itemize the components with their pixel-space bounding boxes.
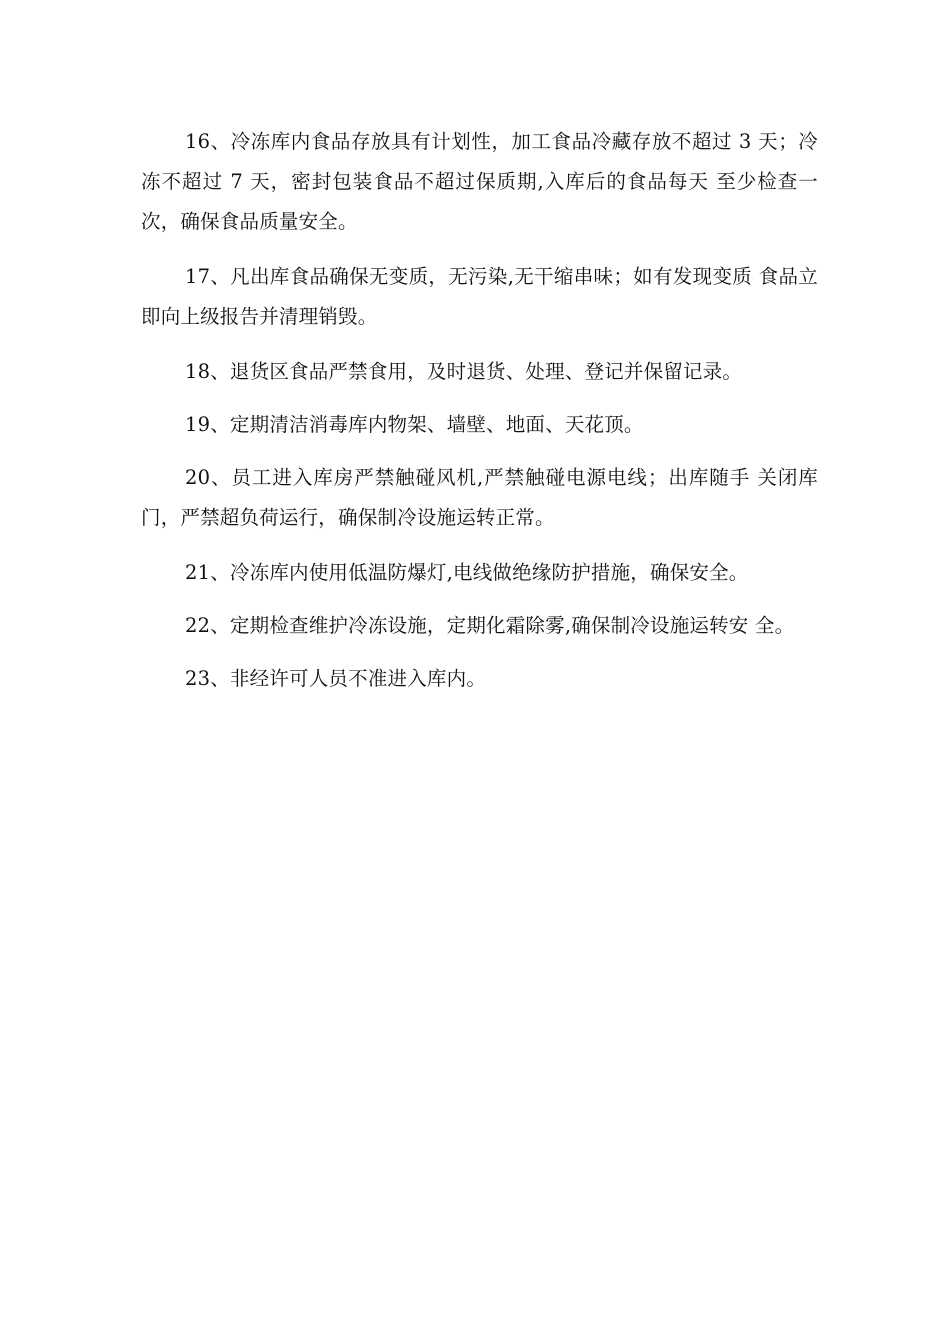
paragraph-16: 16、冷冻库内食品存放具有计划性，加工食品冷藏存放不超过 3 天；冷冻不超过 7 天，密封包装食品不超过保质期,入库后的食品每天 至少检查一次，确保食品质量安全。	[141, 130, 818, 233]
paragraph-22: 22、定期检查维护冷冻设施，定期化霜除雾,确保制冷设施运转安 全。	[185, 614, 795, 637]
paragraph-20: 20、员工进入库房严禁触碰风机,严禁触碰电源电线；出库随手 关闭库门，严禁超负荷运行，确保制冷设施运转正常。	[141, 466, 818, 529]
document-body	[141, 122, 818, 712]
paragraph-18: 18、退货区食品严禁食用，及时退货、处理、登记并保留记录。	[185, 360, 743, 383]
paragraph-17: 17、凡出库食品确保无变质，无污染,无干缩串味；如有发现变质 食品立即向上级报告并清理销毁。	[141, 265, 818, 328]
paragraph-21: 21、冷冻库内使用低温防爆灯,电线做绝缘防护措施，确保安全。	[185, 561, 749, 584]
paragraph-23: 23、非经许可人员不准进入库内。	[185, 667, 487, 690]
paragraph-19: 19、定期清洁消毒库内物架、墙壁、地面、天花顶。	[185, 413, 644, 436]
